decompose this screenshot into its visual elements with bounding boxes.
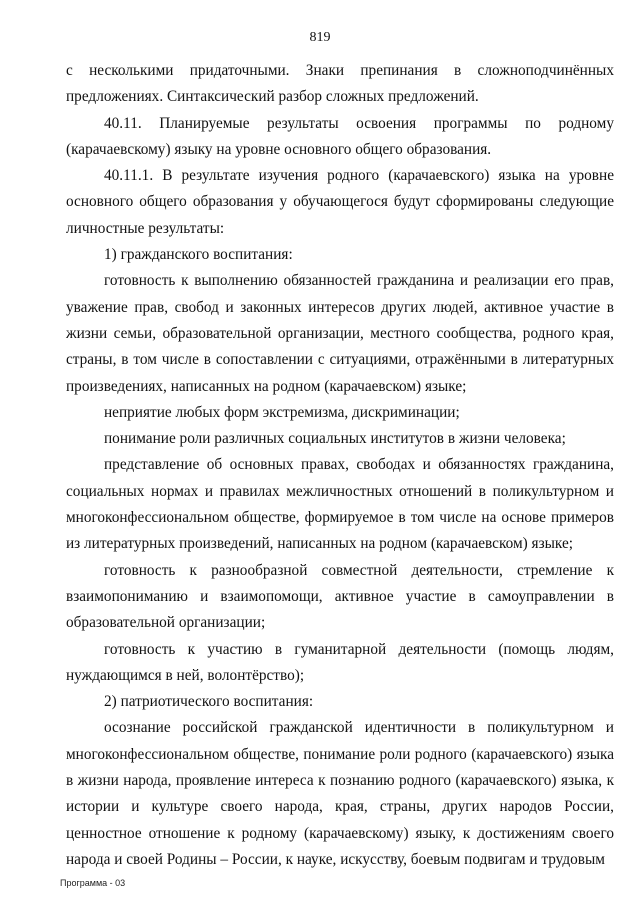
paragraph-list-heading-civic: 1) гражданского воспитания:: [104, 246, 293, 264]
paragraph-subsection-intro: 40.11.1. В результате изучения родного (карачаевского) языка на уровне основного общего образования у обучающегося будут сформированы следующие личностные результаты:: [66, 167, 614, 237]
document-body: [66, 58, 614, 873]
paragraph-civic-item: готовность к участию в гуманитарной деятельности (помощь людям, нуждающимся в ней, волонтёрство);: [66, 640, 614, 684]
paragraph-section-heading: 40.11. Планируемые результаты освоения программы по родному (карачаевскому) языку на уровне основного общего образования.: [66, 114, 614, 158]
paragraph-civic-item: готовность к выполнению обязанностей гражданина и реализации его прав, уважение прав, свобод и законных интересов других людей, активное участие в жизни семьи, образовательной организации, местного сообщества, родного края, страны, в том числе в сопоставлении с ситуациями, отражёнными в литературных произведениях, написанных на родном (карачаевском) языке;: [66, 272, 614, 395]
paragraph-civic-item: готовность к разнообразной совместной деятельности, стремление к взаимопониманию и взаимопомощи, активное участие в самоуправлении в образовательной организации;: [66, 561, 614, 632]
paragraph-civic-item: представление об основных правах, свободах и обязанностях гражданина, социальных нормах и правилах межличностных отношений в поликультурном и многоконфессиональном обществе, формируемое в том числе на основе примеров из литературных произведений, написанных на родном (карачаевском) языке;: [66, 456, 614, 553]
page-footer: Программа - 03: [60, 878, 126, 888]
paragraph-continuation: с несколькими придаточными. Знаки препинания в сложноподчинённых предложениях. Синтаксический разбор сложных предложений.: [66, 62, 614, 106]
paragraph-civic-item: понимание роли различных социальных институтов в жизни человека;: [104, 430, 566, 448]
page-number: 819: [309, 30, 331, 45]
paragraph-patriotic-item: осознание российской гражданской идентичности в поликультурном и многоконфессиональном обществе, понимание роли родного (карачаевского) языка в жизни народа, проявление интереса к познанию родного (карачаевского) языка, к истории и культуре своего народа, края, страны, других народов России, ценностное отношение к родному (карачаевскому) языку, к достижениям своего народа и своей Родины – России, к науке, искусству, боевым подвигам и трудовым: [66, 719, 614, 868]
paragraph-list-heading-patriotic: 2) патриотического воспитания:: [104, 693, 314, 711]
paragraph-civic-item: неприятие любых форм экстремизма, дискриминации;: [104, 403, 460, 421]
